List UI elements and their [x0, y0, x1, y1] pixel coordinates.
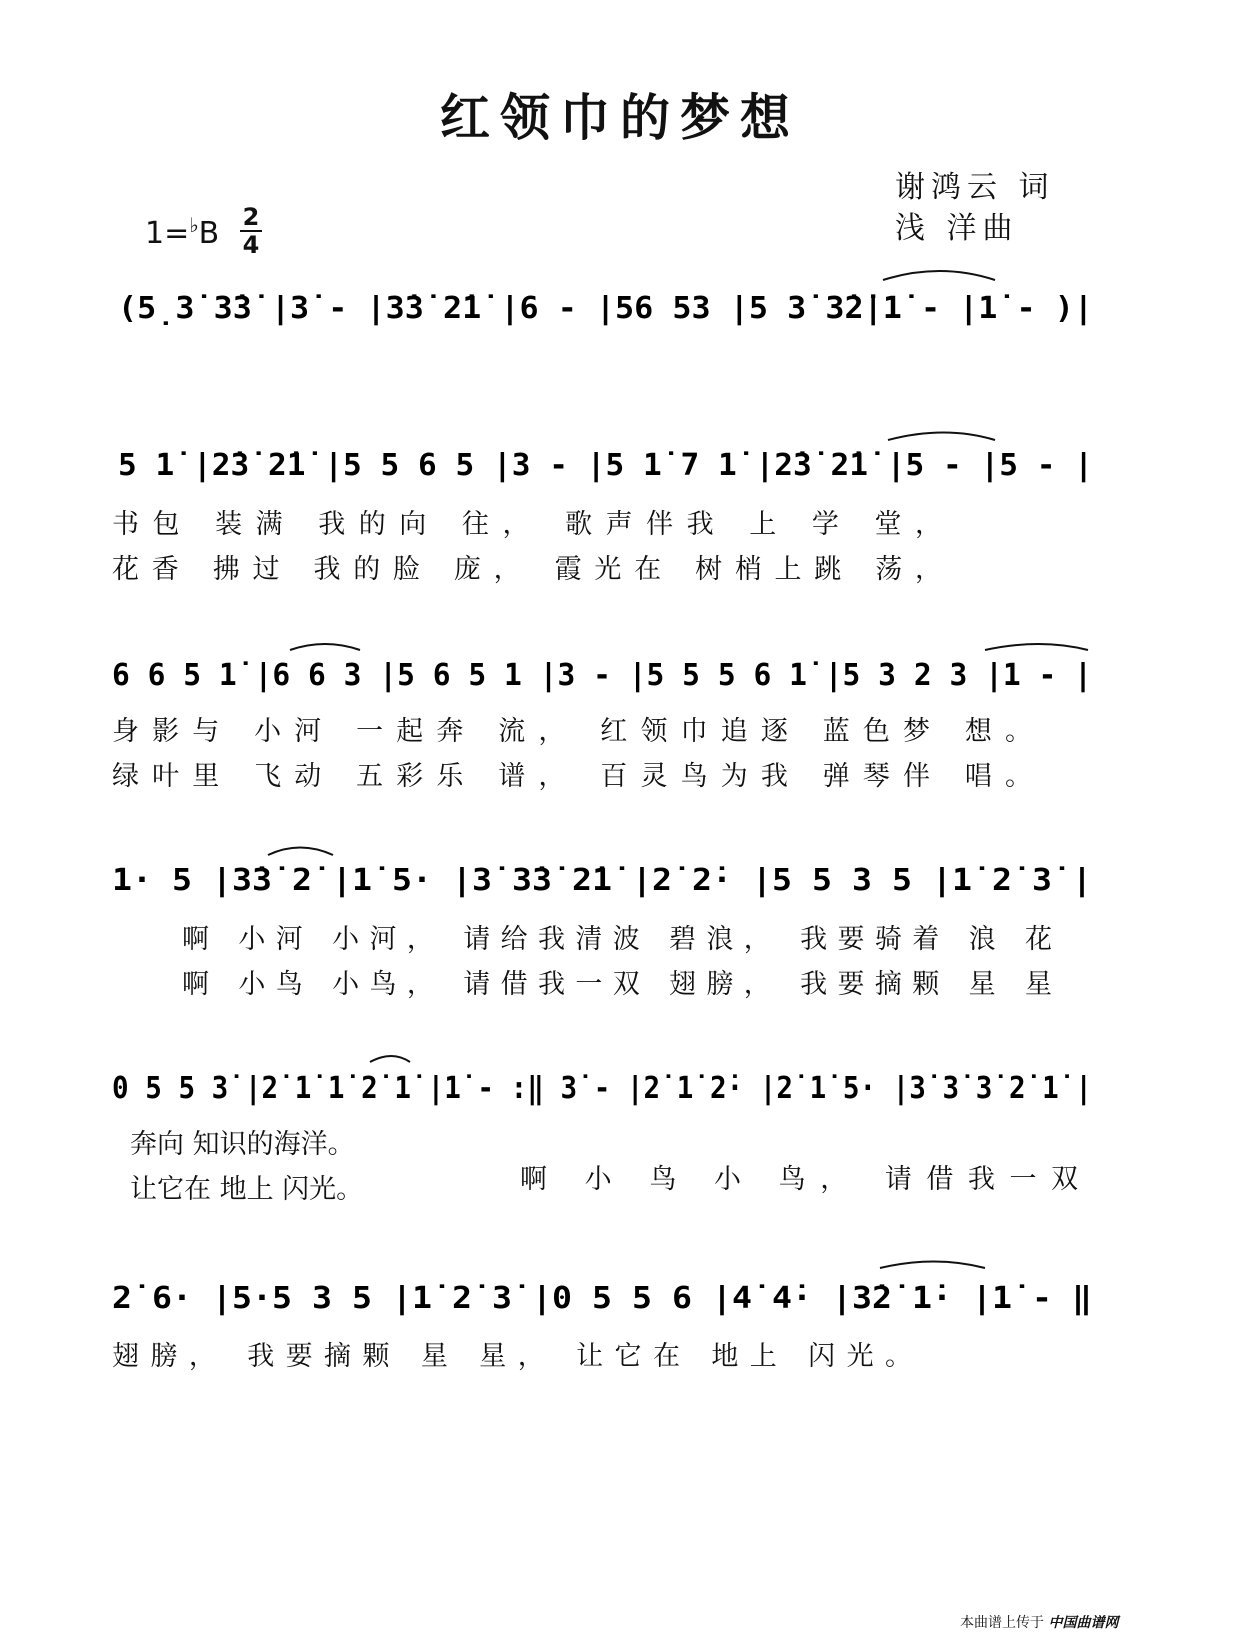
system-2 [112, 433, 1093, 586]
footer-watermark [960, 1612, 1118, 1632]
lyric-line: 花香 拂过 我的脸 庞， 霞光在 树梢上跳 荡， [112, 554, 942, 585]
key-note: B [198, 216, 220, 251]
lyric-line: 啊 小 鸟 小 鸟， 请借我一双 [520, 1164, 1078, 1195]
lyric-line: 身影与 小河 一起奔 流， 红领巾追逐 蓝色梦 想。 [112, 716, 1032, 747]
key-prefix: 1= [145, 216, 190, 251]
notation-line-1: (5̣3̇ 3̇3̇ |3̇ - |3̇3̇ 2̇1̇ |6 - |56 53 |5 3̇ 3̇2̇|1̇ - |1̇ - )| [118, 291, 1093, 326]
system-5 [112, 1056, 1092, 1205]
system-1 [118, 271, 1093, 326]
lyric-line: 啊 小河 小河， 请给我清波 碧浪， 我要骑着 浪 花 [182, 924, 1052, 955]
tie [883, 271, 995, 280]
notation-line-4: 1· 5 |3̇3̇ 2̇ |1̇ 5· |3̇ 3̇3̇ 2̇1̇ |2̇ 2̇· |5 5 3 5 |1̇ 2̇ 3̇ | [112, 863, 1092, 898]
notation-line-2: 5 1̇ |2̇3̇ 2̇1̇ |5 5 6 5 |3 - |5 1̇ 7 1̇ |2̇3̇ 2̇1̇ |5 - |5 - | [118, 448, 1093, 483]
time-signature-top: 2 [242, 203, 260, 231]
tie [290, 644, 360, 650]
system-4 [112, 848, 1092, 1001]
flat-icon: ♭ [189, 213, 199, 237]
notation-line-5: 0 5 5 3̇ |2̇ 1̇ 1̇ 2̇ 1̇ |1̇ - :‖ 3̇ - |2̇ 1̇ 2̇· |2̇ 1̇ 5· |3̇ 3̇ 3̇ 2̇ 1̇ | [112, 1071, 1092, 1106]
system-3 [112, 644, 1092, 792]
system-6 [112, 1262, 1092, 1373]
notation-line-6: 2̇ 6· |5·5 3 5 |1̇ 2̇ 3̇ |0 5 5 6 |4̇ 4̇· |3̇2̇ 1̇· |1̇ - ‖ [112, 1281, 1092, 1316]
composer-credit: 浅 洋曲 [895, 211, 1019, 246]
time-signature-bottom: 4 [242, 231, 260, 259]
lyric-line: 让它在 地上 闪光。 [130, 1174, 364, 1205]
notation-line-3: 6 6 5 1̇ |6 6 3 |5 6 5 1 |3 - |5 5 5 6 1̇ |5 3 2 3 |1 - | [112, 658, 1092, 693]
tie [888, 433, 995, 441]
footer-text: 本曲谱上传于 [960, 1615, 1044, 1631]
tie [985, 644, 1088, 650]
song-title: 红领巾的梦想 [440, 88, 800, 147]
tie [370, 1056, 410, 1062]
tie [268, 848, 333, 856]
lyric-line: 奔向 知识的海洋。 [130, 1129, 355, 1160]
lyric-line: 书包 装满 我的向 往， 歌声伴我 上 学 堂， [112, 509, 943, 540]
tie [880, 1262, 985, 1269]
footer-site: 中国曲谱网 [1048, 1615, 1119, 1631]
lyric-line: 翅膀， 我要摘颗 星 星， 让它在 地上 闪光。 [112, 1341, 912, 1372]
lyric-line: 绿叶里 飞动 五彩乐 谱， 百灵鸟为我 弹琴伴 唱。 [112, 761, 1032, 792]
lyricist-credit: 谢鸿云 词 [895, 170, 1055, 205]
lyric-line: 啊 小鸟 小鸟， 请借我一双 翅膀， 我要摘颗 星 星 [182, 969, 1052, 1000]
